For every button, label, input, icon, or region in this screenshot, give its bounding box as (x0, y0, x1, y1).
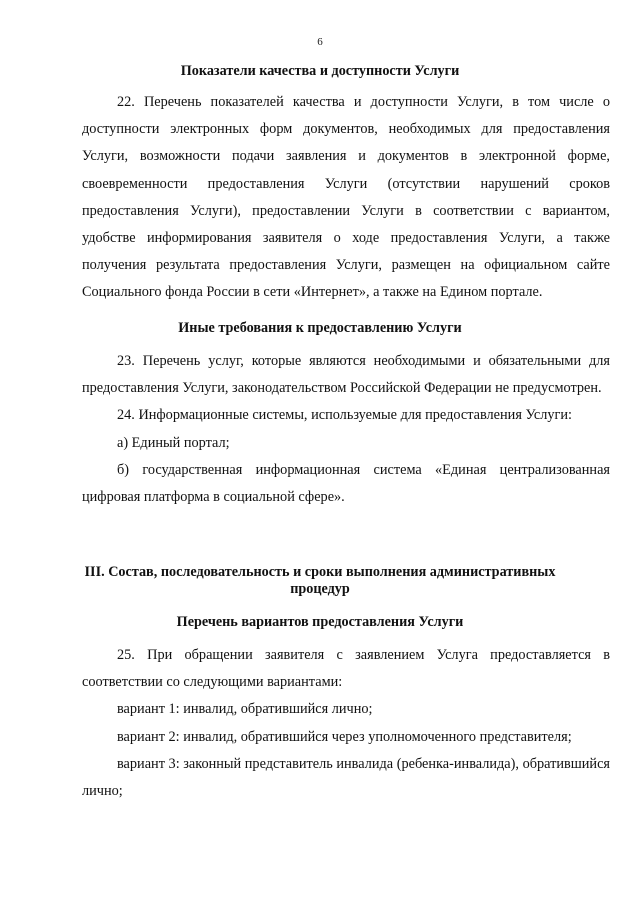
variant-2: вариант 2: инвалид, обратившийся через уполномоченного представителя; (117, 728, 572, 745)
section-other-body (82, 348, 610, 511)
variant-1: вариант 1: инвалид, обратившийся лично; (117, 701, 373, 718)
heading-section-3 (0, 564, 640, 598)
list-item-a: а) Единый портал; (117, 434, 230, 451)
heading-section-3-line1: III. Состав, последовательность и сроки выполнения административных (84, 564, 556, 580)
heading-section-3-line2: процедур (290, 581, 350, 597)
paragraph-25: 25. При обращении заявителя с заявлением Услуга предоставляется в соответствии со следующими вариантами: (82, 647, 610, 691)
page-number: 6 (317, 36, 323, 48)
variant-3: вариант 3: законный представитель инвалида (ребенка-инвалида), обратившийся лично; (82, 755, 610, 800)
heading-other-requirements: Иные требования к предоставлению Услуги (178, 320, 462, 336)
paragraph-22: 22. Перечень показателей качества и доступности Услуги, в том числе о доступности электронных форм документов, необходимых для предоставления Услуги, возможности подачи заявления и документов в электронной форме, своевременности предоставления Услуги (отсутствии нарушений сроков предоставления Услуги), предоставлении Услуги в соответствии с вариантом, удобстве информирования заявителя о ходе предоставления Услуги, а также получения результата предоставления Услуги, размещен на официальном сайте Социального фонда России в сети «Интернет», а также на Едином портале. (82, 94, 610, 301)
section-quality-body (82, 89, 610, 307)
list-item-b: б) государственная информационная система «Единая централизованная цифровая платформа в социальной сфере». (82, 461, 610, 506)
heading-quality: Показатели качества и доступности Услуги (180, 63, 460, 79)
heading-variants: Перечень вариантов предоставления Услуги (176, 614, 464, 630)
paragraph-24: 24. Информационные системы, используемые для предоставления Услуги: (117, 407, 572, 424)
section-variants-body (82, 642, 610, 805)
paragraph-23: 23. Перечень услуг, которые являются необходимыми и обязательными для предоставления Услуги, законодательством Российской Федерации не предусмотрен. (82, 353, 610, 397)
